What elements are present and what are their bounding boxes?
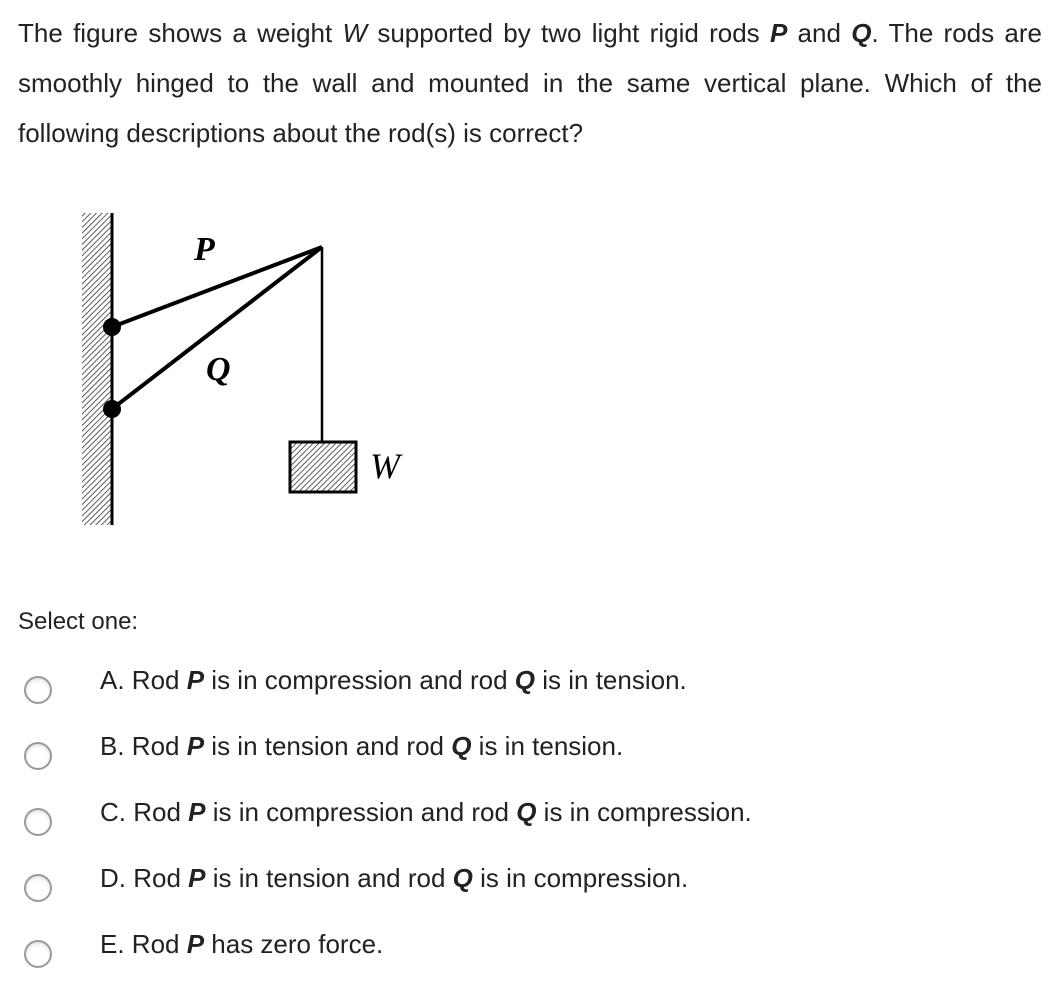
option-b-label[interactable] bbox=[100, 728, 623, 764]
rod-figure bbox=[70, 205, 450, 535]
option-text: B. Rod bbox=[100, 731, 187, 761]
radio-b[interactable] bbox=[24, 742, 52, 770]
option-text: is in compression and rod bbox=[204, 665, 515, 695]
question-part: and bbox=[787, 18, 852, 48]
symbol-q: Q bbox=[851, 18, 872, 48]
rod-diagram bbox=[70, 205, 450, 535]
symbol-p: P bbox=[186, 731, 205, 761]
label-q: Q bbox=[206, 351, 231, 388]
option-a[interactable] bbox=[0, 654, 1052, 720]
option-text: is in tension and rod bbox=[205, 863, 453, 893]
question-part: supported by two light rigid rods bbox=[367, 18, 770, 48]
symbol-p: P bbox=[186, 665, 205, 695]
option-b[interactable] bbox=[0, 720, 1052, 786]
symbol-q: Q bbox=[452, 863, 473, 893]
answer-options bbox=[0, 654, 1052, 984]
option-text: is in compression and rod bbox=[205, 797, 517, 827]
symbol-p: P bbox=[188, 863, 206, 893]
label-p: P bbox=[194, 231, 215, 268]
option-text: E. Rod bbox=[100, 929, 187, 959]
label-w: W bbox=[370, 446, 400, 486]
option-e-label[interactable] bbox=[100, 926, 383, 962]
question-part: The figure shows a weight bbox=[18, 18, 343, 48]
option-e[interactable] bbox=[0, 918, 1052, 984]
option-d[interactable] bbox=[0, 852, 1052, 918]
option-text: D. Rod bbox=[100, 863, 189, 893]
hinge-p bbox=[103, 318, 121, 336]
radio-e[interactable] bbox=[24, 940, 52, 968]
option-text: is in tension. bbox=[471, 731, 624, 761]
symbol-q: Q bbox=[451, 731, 472, 761]
hinge-q bbox=[103, 400, 121, 418]
symbol-q: Q bbox=[516, 797, 537, 827]
radio-a[interactable] bbox=[24, 676, 52, 704]
radio-c[interactable] bbox=[24, 808, 52, 836]
option-c[interactable] bbox=[0, 786, 1052, 852]
weight-block bbox=[290, 442, 356, 492]
option-c-label[interactable] bbox=[100, 794, 752, 830]
option-text: A. Rod bbox=[100, 665, 187, 695]
option-text: is in compression. bbox=[472, 863, 689, 893]
rod-p bbox=[112, 247, 322, 327]
symbol-q: Q bbox=[514, 665, 536, 695]
wall-hatching bbox=[82, 213, 112, 525]
option-text: is in tension. bbox=[535, 665, 687, 695]
option-text: has zero force. bbox=[204, 929, 384, 959]
select-prompt: Select one: bbox=[18, 608, 139, 635]
option-a-label[interactable] bbox=[100, 662, 687, 698]
question-text bbox=[18, 8, 1042, 158]
option-text: is in tension and rod bbox=[204, 731, 452, 761]
symbol-p: P bbox=[769, 18, 788, 48]
radio-d[interactable] bbox=[24, 874, 52, 902]
option-text: C. Rod bbox=[100, 797, 189, 827]
question-part: . The rods are smoothly hinged to the wall and mounted in the same vertical plane. Which of the following descriptions about the rod(s) is correct? bbox=[18, 18, 1042, 148]
option-d-label[interactable] bbox=[100, 860, 688, 896]
option-text: is in compression. bbox=[536, 797, 752, 827]
symbol-w: W bbox=[342, 18, 368, 48]
symbol-p: P bbox=[188, 797, 206, 827]
symbol-p: P bbox=[186, 929, 205, 959]
